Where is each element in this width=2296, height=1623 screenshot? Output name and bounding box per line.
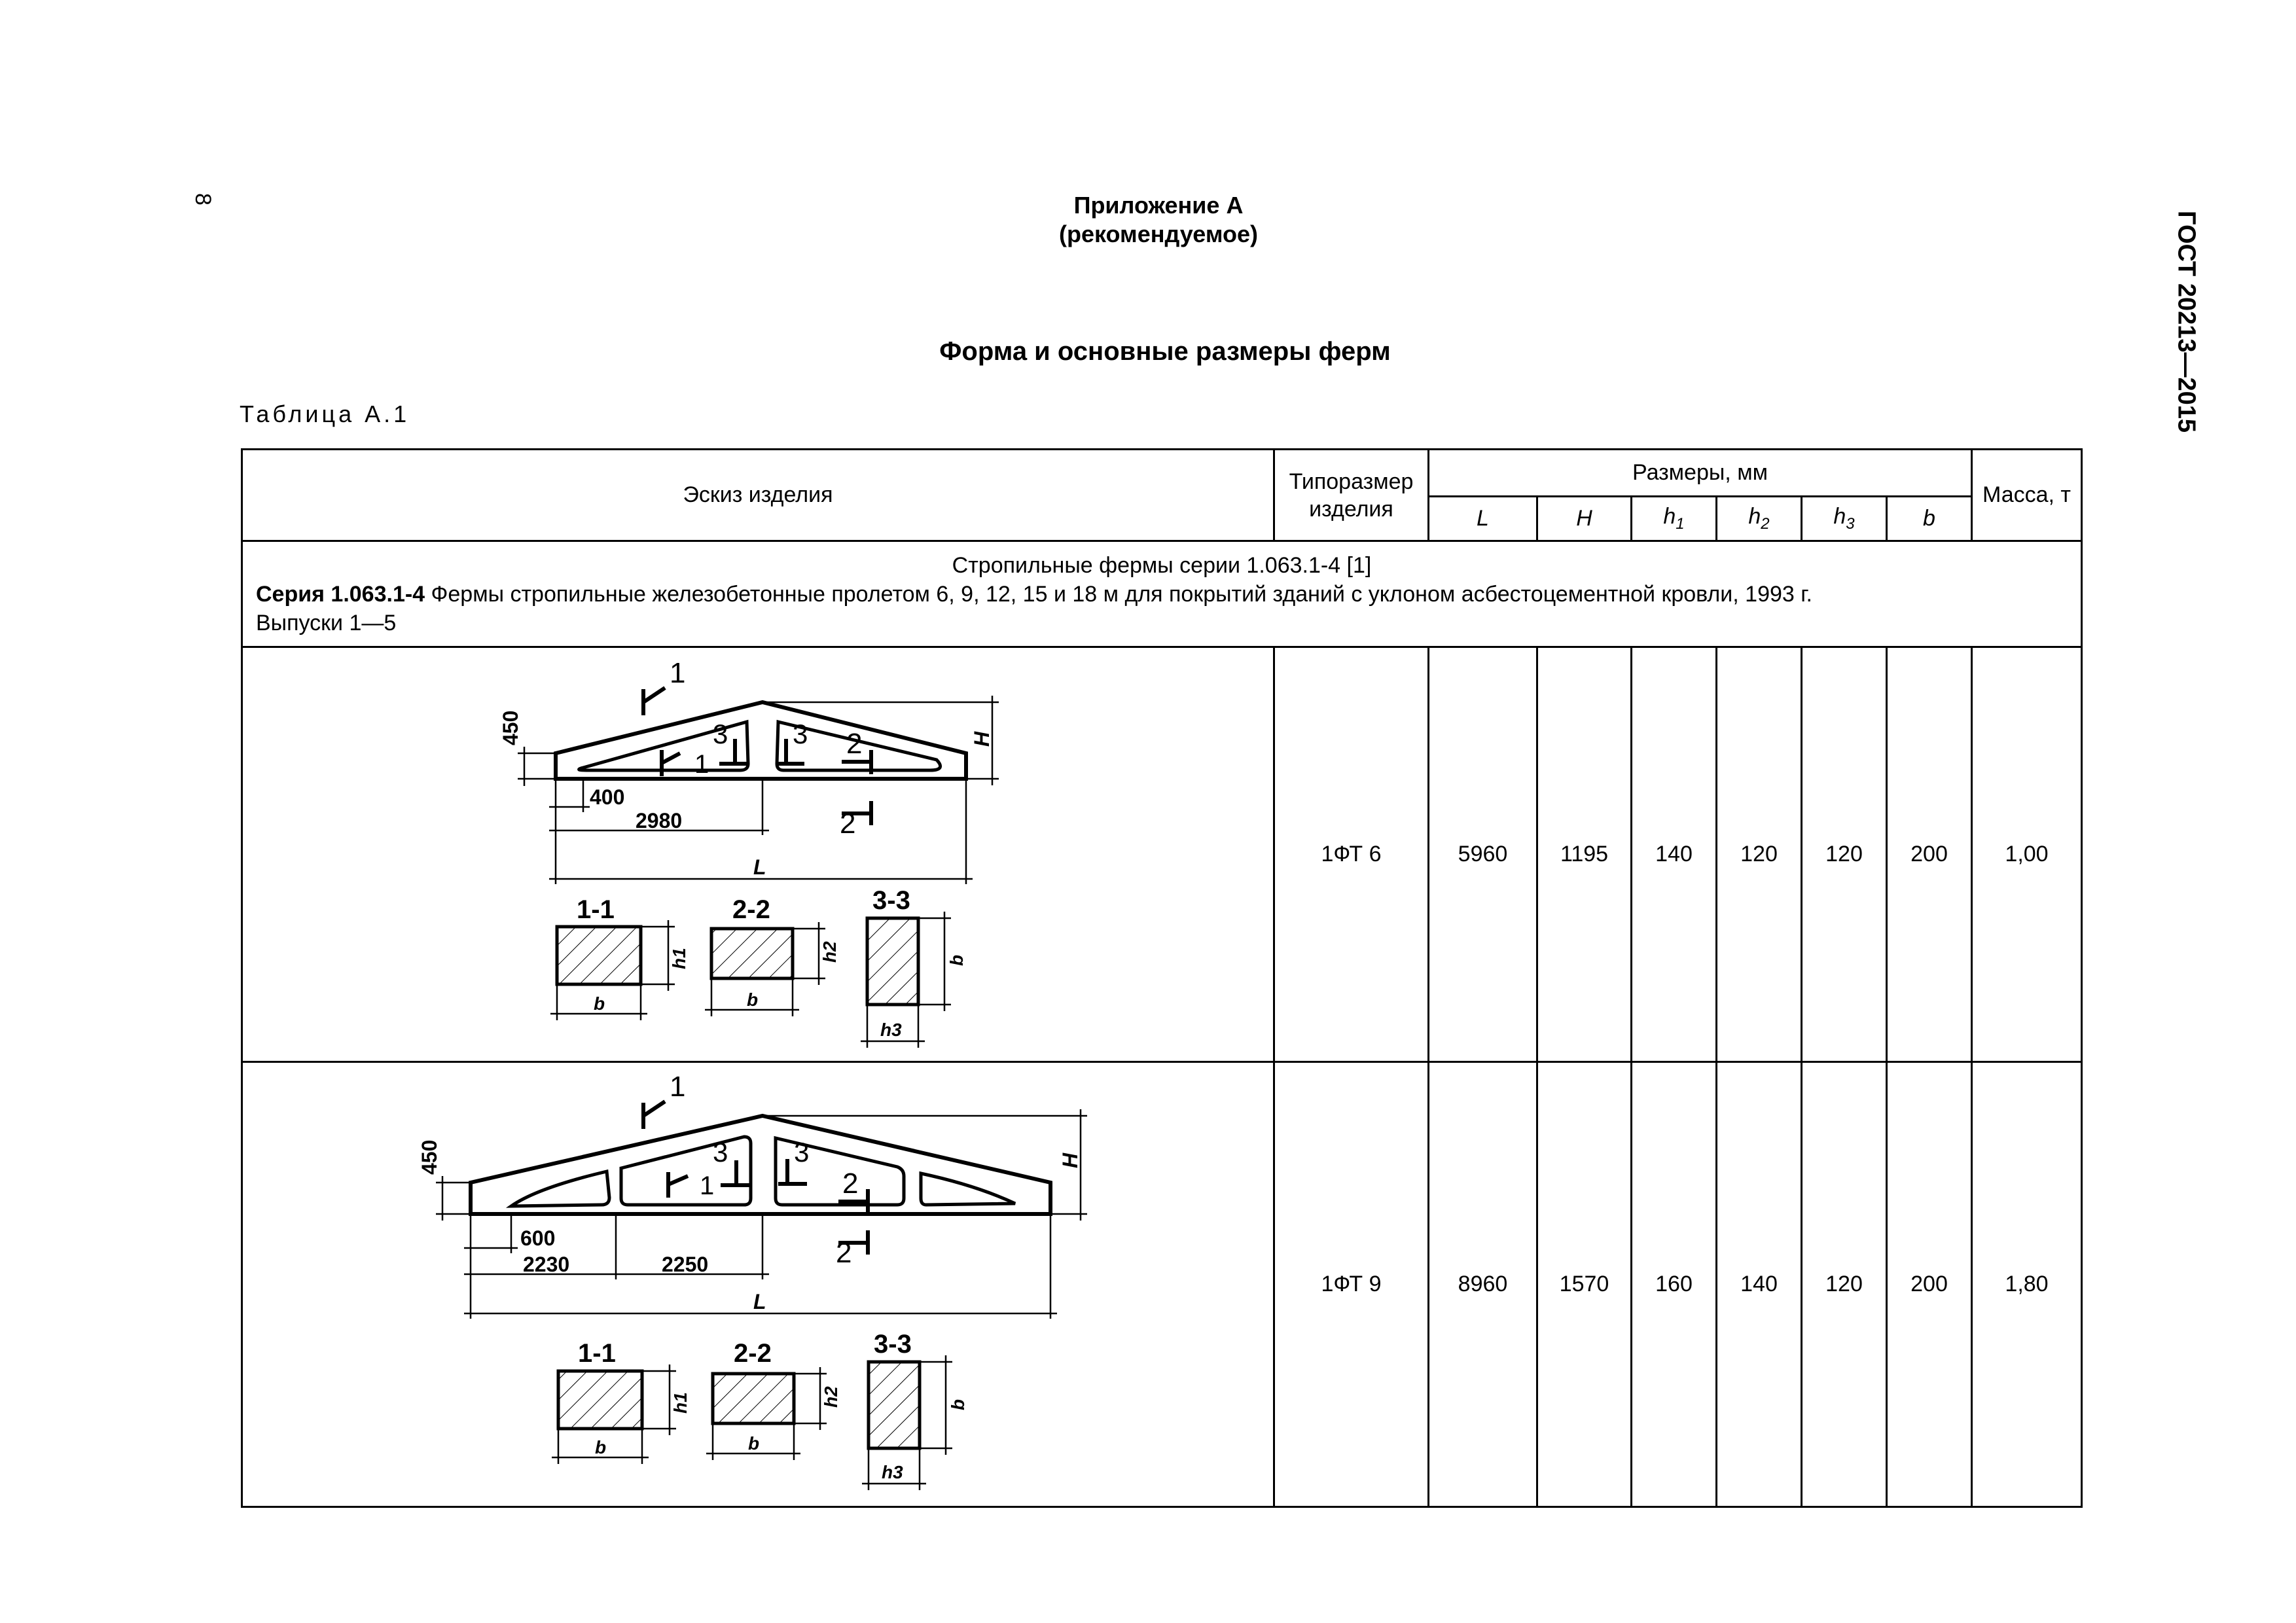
cut-label-1: 1 <box>700 1171 715 1200</box>
header-dimensions: Размеры, мм <box>1429 450 1972 497</box>
cut-label-2: 2 <box>846 727 863 760</box>
cut-label-2: 2 <box>842 1167 859 1200</box>
standard-code: ГОСТ 20213—2015 <box>2172 210 2200 433</box>
section-1-1 <box>557 927 641 984</box>
appendix-heading <box>655 191 1662 249</box>
section-dim: b <box>946 954 967 966</box>
header-h1-sym: h <box>1663 504 1676 529</box>
header-h3-sub: 3 <box>1846 514 1855 533</box>
cell-H: 1195 <box>1537 647 1632 1062</box>
cell-L: 5960 <box>1429 647 1537 1062</box>
truss-sketch-1ft9 <box>243 1063 1273 1506</box>
cut-label-3: 3 <box>713 1136 728 1168</box>
header-h2 <box>1717 497 1802 541</box>
truss-opening <box>921 1173 1015 1205</box>
cut-label-2: 2 <box>840 807 856 840</box>
cell-h1: 160 <box>1632 1062 1717 1507</box>
section-3-3 <box>869 1362 920 1448</box>
truss-outline <box>471 1116 1050 1214</box>
dim-label: 400 <box>590 785 625 809</box>
appendix-note: (рекомендуемое) <box>1059 221 1258 247</box>
cell-L: 8960 <box>1429 1062 1537 1507</box>
cell-h3: 120 <box>1802 1062 1887 1507</box>
section-title: Форма и основные размеры ферм <box>939 337 1391 366</box>
cell-h2: 140 <box>1717 1062 1802 1507</box>
dim-label: 600 <box>520 1226 556 1250</box>
section-label: 2-2 <box>732 895 770 924</box>
section-dim: b <box>594 993 605 1014</box>
section-dim: b <box>948 1399 968 1410</box>
series-heading: Стропильные фермы серии 1.063.1-4 [1] <box>952 552 1372 578</box>
series-issues: Выпуски 1—5 <box>256 610 397 635</box>
section-label: 3-3 <box>872 885 910 915</box>
header-mass: Масса, т <box>1972 450 2082 541</box>
section-1-1 <box>558 1371 642 1429</box>
cell-h3: 120 <box>1802 647 1887 1062</box>
cut-label-1: 1 <box>694 749 709 779</box>
cut-label-2: 2 <box>836 1236 852 1269</box>
span-label: L <box>753 1289 766 1313</box>
height-symbol: H <box>970 731 994 747</box>
cell-h1: 140 <box>1632 647 1717 1062</box>
sketch-1ft6 <box>242 647 1274 1062</box>
header-h2-sub: 2 <box>1761 514 1770 533</box>
truss-outline <box>556 702 966 779</box>
table-row <box>242 1062 2082 1507</box>
section-dim: b <box>748 1433 760 1454</box>
section-dim: b <box>747 989 759 1010</box>
cut-label-3: 3 <box>794 1136 810 1168</box>
section-2-2 <box>711 929 793 978</box>
cell-b: 200 <box>1887 647 1972 1062</box>
dim-label: 2250 <box>662 1252 709 1276</box>
truss-sketch-1ft6 <box>243 649 1273 1061</box>
dim-label: 2980 <box>636 808 683 832</box>
page-number: 8 <box>190 193 215 205</box>
section-dim: h3 <box>880 1019 902 1040</box>
header-b: b <box>1887 497 1972 541</box>
header-h3 <box>1802 497 1887 541</box>
header-type-size-text: Типоразмер изделия <box>1289 469 1414 522</box>
section-dim: h2 <box>819 940 840 963</box>
cell-type: 1ФТ 6 <box>1274 647 1429 1062</box>
series-description: Фермы стропильные железобетонные пролетом 6, 9, 12, 15 и 18 м для покрытий зданий с уклоном асбестоцементной кровли, 1993 г. <box>431 581 1812 607</box>
sketch-1ft9 <box>242 1062 1274 1507</box>
cell-type: 1ФТ 9 <box>1274 1062 1429 1507</box>
height-symbol: H <box>1058 1152 1082 1168</box>
cell-mass: 1,80 <box>1972 1062 2082 1507</box>
table-row <box>242 647 2082 1062</box>
appendix-title: Приложение А <box>1073 192 1244 219</box>
section-2-2 <box>713 1374 794 1423</box>
section-label: 1-1 <box>577 895 615 924</box>
header-L: L <box>1429 497 1537 541</box>
header-h3-sym: h <box>1833 504 1846 529</box>
section-dim: h3 <box>882 1461 903 1482</box>
header-type-size <box>1274 450 1429 541</box>
truss-opening <box>511 1171 609 1206</box>
section-label: 3-3 <box>874 1329 912 1359</box>
table-caption: Таблица А.1 <box>240 401 410 427</box>
header-H: H <box>1537 497 1632 541</box>
cut-label-3: 3 <box>713 718 728 749</box>
series-description-line <box>256 580 2068 609</box>
header-sketch: Эскиз изделия <box>242 450 1274 541</box>
dim-label: 2230 <box>523 1252 570 1276</box>
section-dim: h1 <box>669 947 689 969</box>
section-dim: h2 <box>821 1385 841 1408</box>
height-dim-label: 450 <box>418 1139 441 1175</box>
series-info <box>242 541 2082 647</box>
span-label: L <box>753 855 766 879</box>
section-label: 2-2 <box>734 1338 772 1368</box>
header-h2-sym: h <box>1748 504 1761 529</box>
header-h1 <box>1632 497 1717 541</box>
cell-mass: 1,00 <box>1972 647 2082 1062</box>
cut-label-1: 1 <box>670 1070 686 1103</box>
cut-label-1: 1 <box>670 656 686 689</box>
cell-h2: 120 <box>1717 647 1802 1062</box>
header-h1-sub: 1 <box>1676 514 1685 533</box>
section-dim: b <box>595 1436 607 1457</box>
cut-label-3: 3 <box>793 718 808 749</box>
section-label: 1-1 <box>578 1338 616 1368</box>
cell-b: 200 <box>1887 1062 1972 1507</box>
truss-opening <box>621 1137 751 1205</box>
cell-H: 1570 <box>1537 1062 1632 1507</box>
section-dim: h1 <box>670 1391 691 1414</box>
height-dim-label: 450 <box>499 710 522 745</box>
trusses-table <box>241 448 2083 1508</box>
section-3-3 <box>867 918 918 1005</box>
series-code: Серия 1.063.1-4 <box>256 581 425 607</box>
